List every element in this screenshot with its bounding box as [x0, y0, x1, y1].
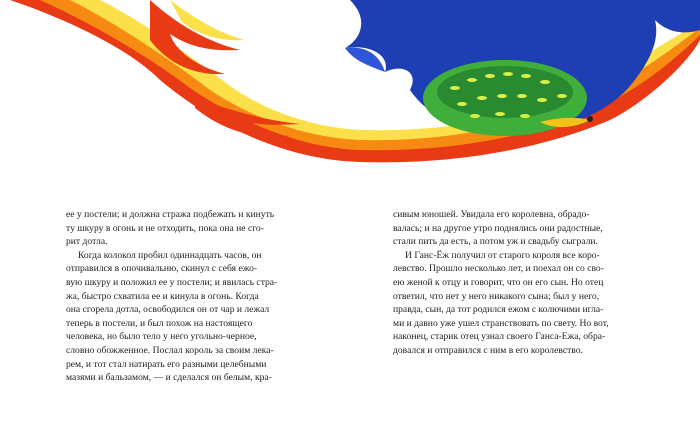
text-line: рит дотла. [66, 236, 108, 248]
text-line: ею женой к отцу и говорит, что он его сын. Но отец [393, 276, 604, 288]
text-line: ту шкуру в огонь и не отходить, пока она не сго- [66, 222, 264, 234]
text-line: ми и давно уже ушел странствовать по свету. Но вот, [393, 317, 609, 329]
hedgehog-nose [587, 116, 593, 122]
text-line: сивым юношей. Увидала его королевна, обрадо- [393, 209, 590, 220]
text-line: жа, быстро схватила ее и кинула в огонь. Когда [66, 290, 259, 302]
text-line: Когда колокол пробил одиннадцать часов, он [78, 249, 262, 261]
text-line: стали пить да есть, а потом уж и свадьбу сыграли. [393, 236, 598, 248]
text-line: словно обожженное. Послал король за своим лека- [66, 344, 274, 356]
text-line: вую шкуру и положил ее у постели; и явилась стра- [66, 276, 278, 288]
text-line: И Ганс-Ёж получил от старого короля все коро- [405, 249, 600, 261]
hedgehog-in-fire-illustration [0, 0, 700, 170]
text-line: ответил, что нет у него никакого сына; был у него, [393, 290, 600, 302]
right-page-text [393, 208, 633, 358]
text-line: наконец, старик отец узнал своего Ганса-Ежа, обра- [393, 331, 606, 343]
text-line: ее у постели; и должна стража подбежать и кинуть [66, 209, 275, 220]
text-line: она сгорела дотла, освободился он от чар и лежал [66, 304, 270, 316]
text-line: рем, и тот стал натирать его разными целебными [66, 358, 267, 370]
text-line: валась; и на другое утро поднялись они радостные, [393, 222, 603, 234]
text-line: человека, но было тело у него угольно-черное, [66, 331, 257, 343]
text-line: довался и отправился с ним в его королевство. [393, 344, 583, 356]
text-line: теперь в постели, и был похож на настоящего [66, 317, 253, 329]
text-line: отправился в опочивальню, скинул с себя ежо- [66, 263, 258, 275]
left-page-text [66, 208, 306, 385]
text-line: левство. Прошло несколько лет, и поехал он со сво- [393, 263, 604, 275]
text-line: правда, сын, да тот родился ежом с колючими игла- [393, 304, 604, 316]
text-line: мазями и бальзамом, — и сделался он белым, кра- [66, 372, 272, 384]
